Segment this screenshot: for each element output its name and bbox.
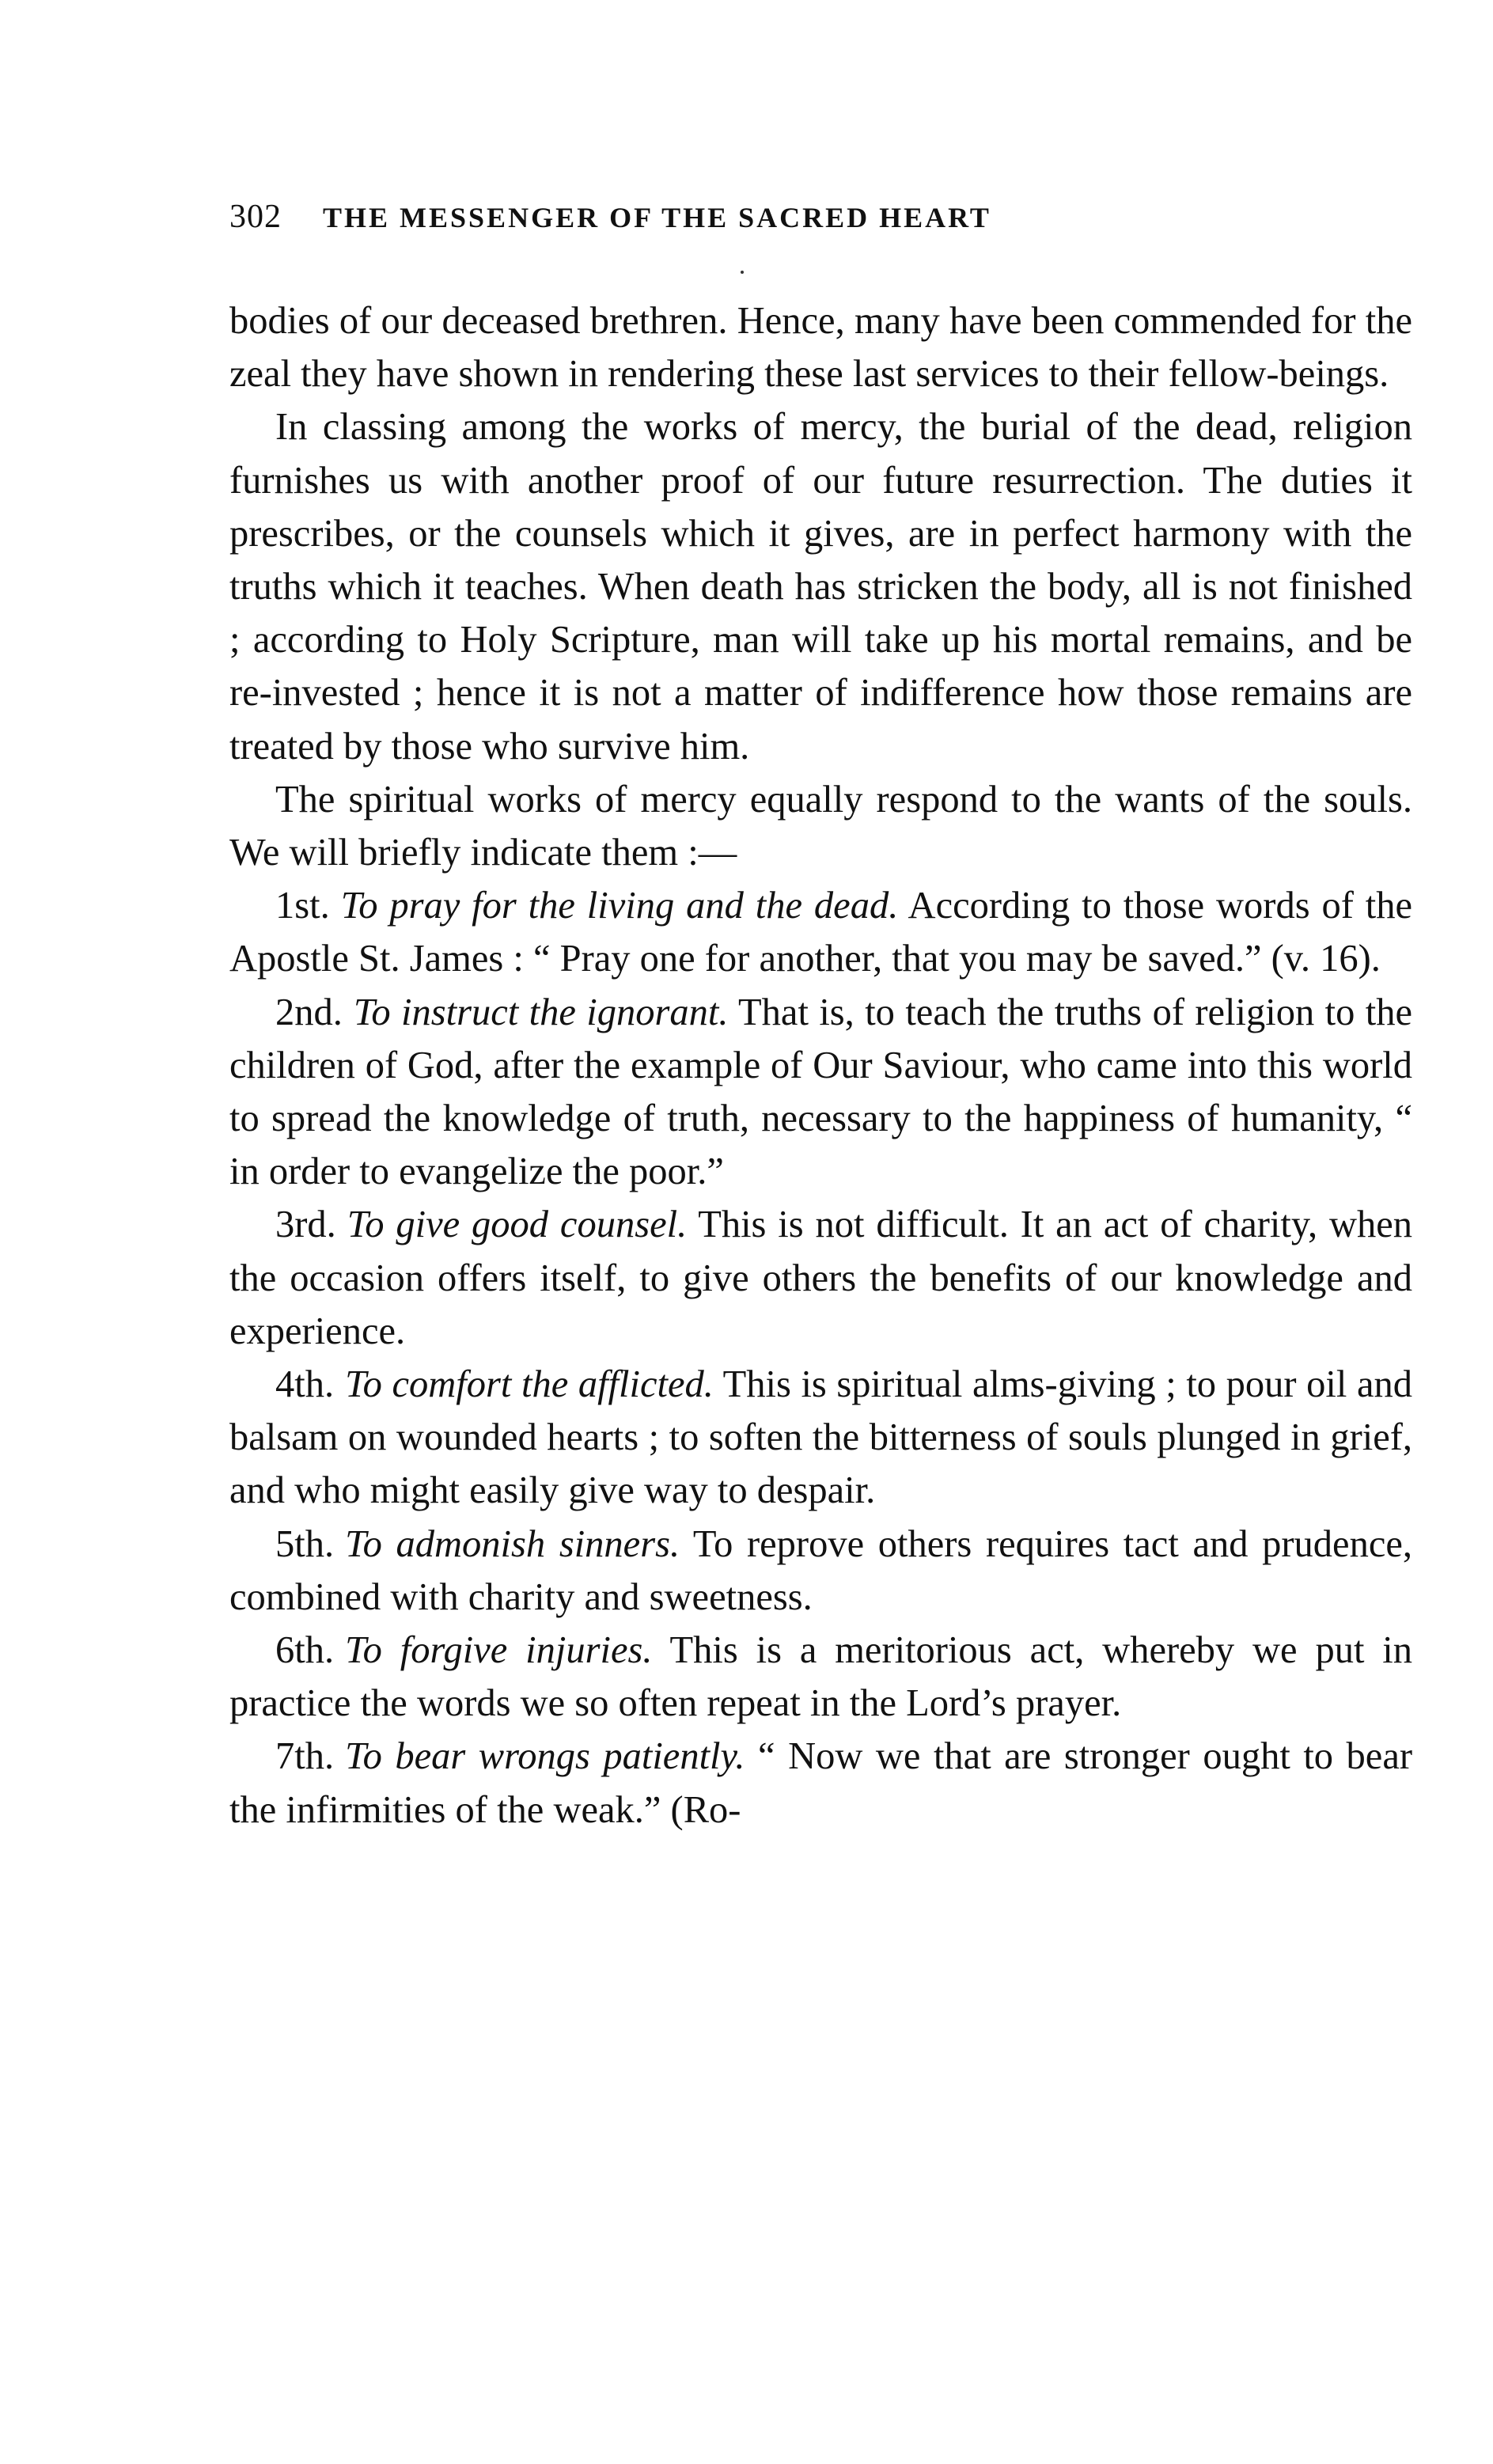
work-item-7 <box>229 1730 1412 1836</box>
work-item-1 <box>229 879 1412 985</box>
work-text: According to those words of the Apostle St. James : “ Pray one for another, that you may be saved.” (v. 16). <box>229 885 1412 980</box>
page-number: 302 <box>229 199 282 235</box>
work-ordinal: 3rd. <box>275 1204 336 1246</box>
work-text: This is not difficult. It an act of charity, when the occasion offers itself, to give others the benefits of our knowledge and experience. <box>229 1204 1413 1352</box>
paragraph-continuation: bodies of our deceased brethren. Hence, many have been commended for the zeal they have shown in rendering these last services to their fellow-beings. <box>229 300 1412 396</box>
work-ordinal: 4th. <box>275 1363 335 1406</box>
work-title: To admonish sinners. <box>345 1522 680 1565</box>
work-title: To forgive injuries. <box>345 1629 653 1672</box>
work-title: To instruct the ignorant. <box>353 991 729 1033</box>
work-item-4 <box>229 1358 1412 1518</box>
work-text: “ Now we that are stronger ought to bear the infirmities of the weak.” (Ro- <box>229 1735 1413 1831</box>
work-ordinal: 6th. <box>275 1629 335 1672</box>
work-ordinal: 1st. <box>275 885 330 927</box>
body-text <box>229 294 1412 1837</box>
paragraph-spiritual-works-intro: The spiritual works of mercy equally respond to the wants of the souls. We will briefly indicate them :— <box>229 778 1412 874</box>
work-ordinal: 5th. <box>275 1522 335 1565</box>
work-title: To give good counsel. <box>347 1204 688 1246</box>
work-item-5 <box>229 1518 1412 1624</box>
work-item-3 <box>229 1198 1412 1358</box>
work-text: This is a meritorious act, whereby we put in practice the words we so often repeat in the Lord’s prayer. <box>229 1629 1412 1725</box>
book-page <box>229 198 1412 1837</box>
work-title: To comfort the afflicted. <box>345 1363 714 1406</box>
running-title: THE MESSENGER OF THE SACRED HEART <box>323 202 991 233</box>
work-item-2 <box>229 986 1412 1199</box>
work-item-6 <box>229 1624 1412 1730</box>
header-dot-mark <box>741 271 744 274</box>
work-ordinal: 7th. <box>275 1735 335 1778</box>
paragraph-burial: In classing among the works of mercy, the burial of the dead, religion furnishes us with another proof of our future resurrection. The duties it prescribes, or the counsels which it gives, are in perfect harmony with the truths which it teaches. When death has stricken the body, all is not finished ; according to Holy Scripture, man will take up his mortal remains, and be re-invested ; hence it is not a matter of indifference how those remains are treated by those who survive him. <box>229 406 1412 768</box>
work-text: This is spiritual alms-giving ; to pour oil and balsam on wounded hearts ; to soften the bitterness of souls plunged in grief, and who might easily give way to despair. <box>229 1363 1412 1512</box>
work-text: To reprove others requires tact and prudence, combined with charity and sweetness. <box>229 1522 1412 1618</box>
work-title: To pray for the living and the dead. <box>340 885 899 927</box>
work-text: That is, to teach the truths of religion to the children of God, after the example of Our Saviour, who came into this world to spread the knowledge of truth, necessary to the happiness of humanity, “ in order to evangelize the poor.” <box>229 991 1413 1193</box>
page-header <box>229 198 1412 245</box>
work-ordinal: 2nd. <box>275 991 343 1033</box>
work-title: To bear wrongs patiently. <box>345 1735 745 1778</box>
